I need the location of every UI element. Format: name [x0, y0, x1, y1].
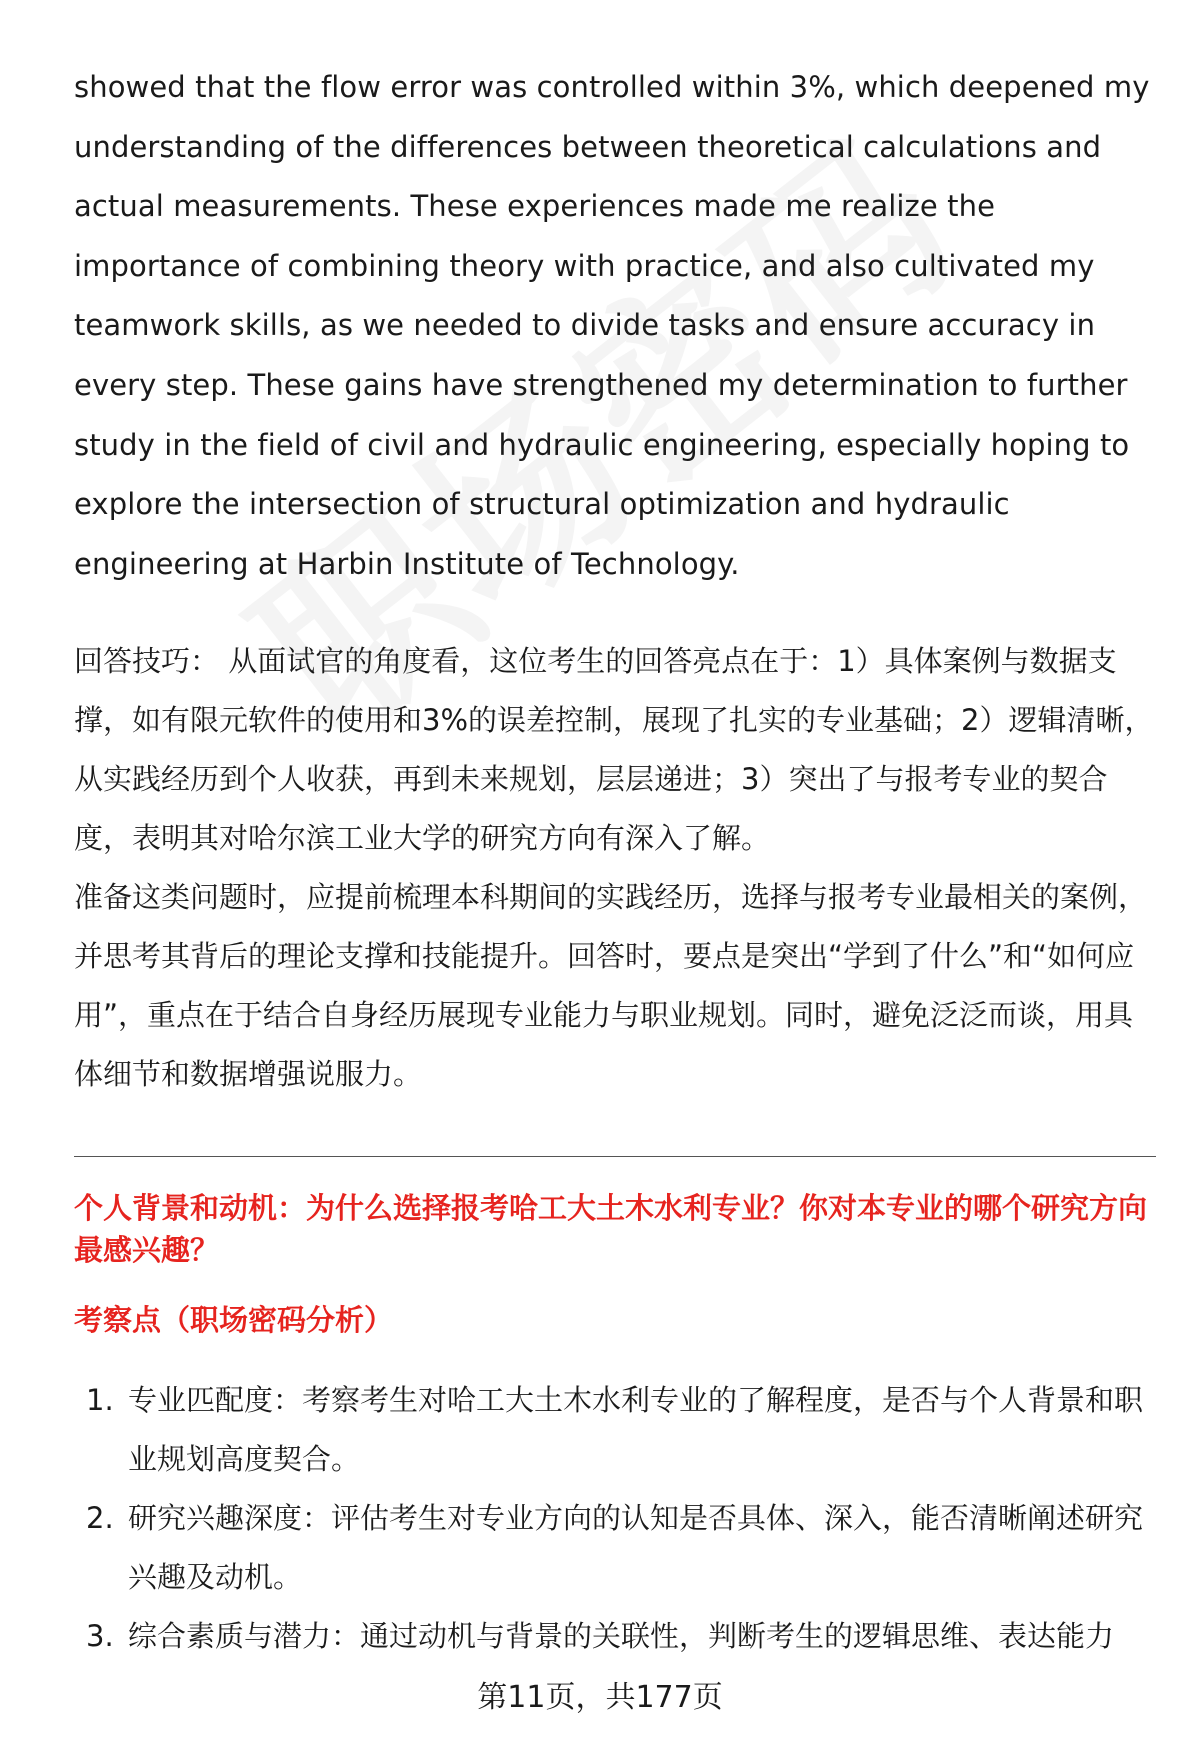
page-number-footer: 第11页，共177页 [477, 1680, 723, 1715]
list-item-text: 专业匹配度：考察考生对哈工大土木水利专业的了解程度，是否与个人背景和职业规划高度契合。 [128, 1383, 1144, 1477]
question-heading: 个人背景和动机：为什么选择报考哈工大土木水利专业？你对本专业的哪个研究方向最感兴趣？ [74, 1191, 1148, 1268]
list-item-number: 3. [86, 1619, 114, 1654]
list-item-text: 研究兴趣深度：评估考生对专业方向的认知是否具体、深入，能否清晰阐述研究兴趣及动机。 [128, 1501, 1144, 1595]
analysis-heading: 考察点（职场密码分析） [74, 1303, 394, 1338]
section-divider [74, 1156, 1156, 1157]
list-item [74, 1489, 1156, 1607]
analysis-list [74, 1371, 1156, 1666]
list-item-number: 1. [86, 1383, 114, 1418]
list-item [74, 1607, 1156, 1666]
list-item [74, 1371, 1156, 1489]
preparation-paragraph: 准备这类问题时，应提前梳理本科期间的实践经历，选择与报考专业最相关的案例，并思考其背后的理论支撑和技能提升。回答时，要点是突出“学到了什么”和“如何应用”，重点在于结合自身经历展现专业能力与职业规划。同时，避免泛泛而谈，用具体细节和数据增强说服力。 [74, 880, 1148, 1092]
tips-paragraph: 回答技巧： 从面试官的角度看，这位考生的回答亮点在于：1）具体案例与数据支撑，如有限元软件的使用和3%的误差控制，展现了扎实的专业基础；2）逻辑清晰，从实践经历到个人收获，再到未来规划，层层递进；3）突出了与报考专业的契合度，表明其对哈尔滨工业大学的研究方向有深入了解。 [74, 644, 1154, 856]
list-item-text: 综合素质与潜力：通过动机与背景的关联性，判断考生的逻辑思维、表达能力 [128, 1619, 1115, 1654]
list-item-number: 2. [86, 1501, 114, 1536]
document-page [74, 58, 1156, 1666]
english-paragraph: showed that the flow error was controlled within 3%, which deepened my understanding of the differences between theoretical calculations and actual measurements. These experiences made me realize the importance of combining theory with practice, and also cultivated my teamwork skills, as we needed to divide tasks and ensure accuracy in every step. These gains have strengthened my determination to further study in the field of civil and hydraulic engineering, especially hoping to explore the intersection of structural optimization and hydraulic engineering at Harbin Institute of Technology. [74, 70, 1150, 581]
